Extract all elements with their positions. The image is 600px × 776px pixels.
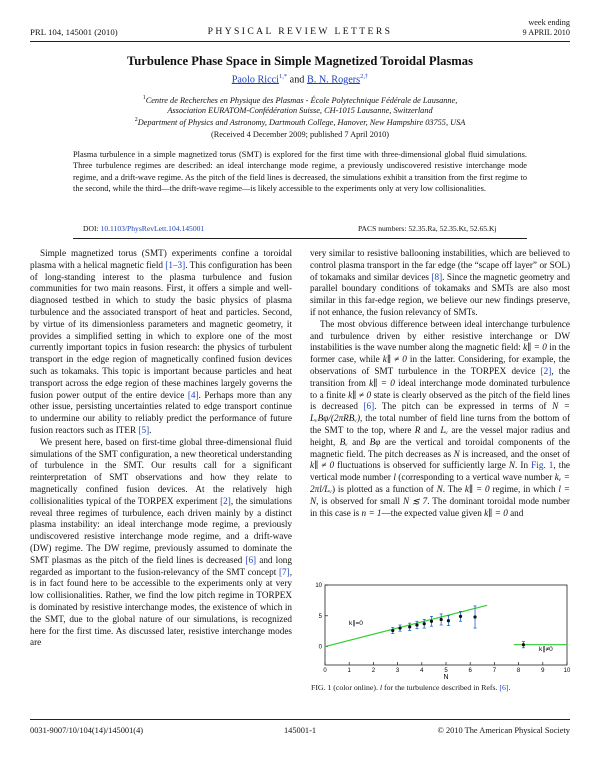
x-tick-label: 0 xyxy=(323,668,327,674)
data-point xyxy=(522,643,525,646)
x-tick-label: 10 xyxy=(563,668,570,674)
data-point xyxy=(440,618,443,621)
figure-link[interactable]: Fig. 1 xyxy=(531,460,554,471)
data-point xyxy=(391,629,394,632)
footer-rule xyxy=(30,719,570,720)
data-point xyxy=(408,625,411,628)
data-point xyxy=(473,615,476,618)
x-tick-label: 3 xyxy=(395,668,400,674)
y-tick-label: 0 xyxy=(318,644,322,651)
doi: DOI: 10.1103/PhysRevLett.104.145001 xyxy=(83,224,205,233)
citation-link[interactable]: [2] xyxy=(540,365,552,376)
running-header xyxy=(30,18,570,40)
x-tick-label: 9 xyxy=(541,668,545,674)
citation-link[interactable]: [1–3] xyxy=(165,259,186,270)
citation-link[interactable]: [6] xyxy=(499,683,509,692)
author-link[interactable]: Paolo Ricci xyxy=(231,74,279,86)
journal-name: PHYSICAL REVIEW LETTERS xyxy=(207,26,393,37)
author-link[interactable]: B. N. Rogers xyxy=(306,74,361,86)
x-tick-label: 4 xyxy=(420,668,424,674)
paper-title: Turbulence Phase Space in Simple Magnetized Toroidal Plasmas xyxy=(126,54,473,68)
issue-date: week ending 9 APRIL 2010 xyxy=(522,18,570,37)
data-point xyxy=(430,620,433,623)
x-tick-label: 6 xyxy=(468,668,472,674)
copyright: © 2010 The American Physical Society xyxy=(437,726,570,735)
data-point xyxy=(423,622,426,625)
data-point xyxy=(447,619,450,622)
citation-link[interactable]: [8] xyxy=(431,271,443,282)
x-tick-label: 1 xyxy=(347,668,351,674)
y-tick-label: 10 xyxy=(315,583,322,589)
y-tick-label: 5 xyxy=(318,613,322,620)
citation-link[interactable]: [4] xyxy=(187,389,199,400)
x-tick-label: 5 xyxy=(444,668,448,674)
citation-link[interactable]: [5] xyxy=(138,424,150,435)
citation-link[interactable]: [7] xyxy=(278,566,290,577)
paragraph: We present here, based on first-time global three-dimensional fluid simulations of the SMT configuration, a new theoretical understanding of turbulence in the SMT. Our results call for a significant reinterpretation of SMT observations and how they relate to magnetically confined fusion devices. At the relatively high collisionalities typical of the TORPEX experiment [2], the simulations reveal three regimes of turbulence, each driven mainly by a distinct plasma instability: an ideal interchange mode regime, a previously undiscovered resistive interchange mode regime, and a drift-wave (DW) regime. The DW regime, previously assumed to dominate the SMT plasmas as the pitch of the field lines is decreased [6] and long regarded as important to the fusion-relevancy of the SMT concept [7], is in fact found here to be accessible to the experiments only at very low collisionalities. Rather, we find the low pitch regime in TORPEX is dominated by resistive interchange modes, the existence of which in the SMT, due to the global nature of our simulations, is recognized here for the first time. As discussed later, resistive interchange modes are xyxy=(30,436,292,648)
received-date: (Received 4 December 2009; published 7 April 2010) xyxy=(210,130,390,139)
citation-link[interactable]: [6] xyxy=(245,554,257,565)
citation-link[interactable]: [2] xyxy=(220,495,231,506)
annotation-kparnon0: k∥≠0 xyxy=(539,646,553,653)
data-point xyxy=(415,623,418,626)
data-point xyxy=(459,615,462,618)
article-code: 0031-9007/10/104(14)/145001(4) xyxy=(30,726,144,735)
doi-link[interactable]: 10.1103/PhysRevLett.104.145001 xyxy=(100,224,205,233)
header-rule xyxy=(30,41,570,42)
figure-caption: FIG. 1 (color online). l for the turbulence described in Refs. [6]. xyxy=(311,683,511,692)
affiliation-2: $^2$Department of Physics and Astronomy, Dartmouth College, Hanover, New Hampshire 03755, USA xyxy=(134,117,466,127)
left-column xyxy=(30,248,292,649)
x-axis-label: N xyxy=(443,674,449,681)
x-tick-label: 7 xyxy=(492,668,497,674)
affiliation-1: $^1$Centre de Recherches en Physique des Plasmas - École Polytechnique Fédérale de Lausanne, Association EURATOM-Confédération Suisse, CH-1015 Lausanne, Switzerland xyxy=(142,95,458,116)
data-point xyxy=(398,626,401,629)
right-column xyxy=(310,248,570,519)
journal-reference: PRL 104, 145001 (2010) xyxy=(30,27,118,37)
annotation-kpar0: k∥=0 xyxy=(349,620,363,627)
paragraph: The most obvious difference between ideal interchange turbulence and turbulence driven by either resistive interchange or DW instabilities is the wave number along the magnetic field: k∥ = 0 in the former case, while k∥ ≠ 0 in the latter. Considering, for example, the observations of SMT turbulence in the TORPEX device [2], the transition from k∥ = 0 ideal interchange mode dominated turbulence to a finite k∥ ≠ 0 state is clearly observed as the pitch of the field lines is decreased [6]. The pitch can be expressed in terms of N = LᵥBφ/(2πRBᵥ), the total number of field line turns from the bottom of the SMT to the top, where R and Lᵥ are the vessel major radius and height, Bᵥ and Bφ are the vertical and toroidal components of the magnetic field. The pitch decreases as N is increased, and the onset of k∥ ≠ 0 fluctuations is observed for sufficiently large N. In Fig. 1, the vertical mode number l (corresponding to a vertical wave number kᵥ = 2πl/Lᵥ) is plotted as a function of N. The k∥ = 0 regime, in which l = N, is observed for small N ≲ 7. The dominant toroidal mode number in this case is n = 1—the expected value given k∥ = 0 and xyxy=(310,318,570,518)
abstract: Plasma turbulence in a simple magnetized torus (SMT) is explored for the first time with three-dimensional global fluid simulations. Three turbulence regimes are described: an ideal interchange mode regime, a previously undiscovered resistive interchange mode regime, and a drift-wave regime. As the pitch of the field lines is decreased, the simulations exhibit a transition from the first regime to the second, while the third—the drift-wave regime—is likely accessible to the experiments only at very low collisionalities. xyxy=(73,150,527,194)
x-tick-label: 2 xyxy=(371,668,376,674)
abstract-rule xyxy=(73,238,527,239)
paragraph: Simple magnetized torus (SMT) experiments confine a toroidal plasma with a helical magnetic field [1–3]. This configuration has been of long-standing interest to the plasma turbulence and fusion communities for two main reasons. First, it offers a simple and well-diagnosed testbed in which to study the basic physics of plasma turbulence and the associated transport of heat and particles. Second, by virtue of its dimensionless parameters and magnetic geometry, it provides a simplified setting in which to explore one of the most currently important topics in fusion research: the physics of turbulent transport in the edge region of magnetically confined fusion devices such as tokamaks. This topic is important because particles and heat transport across the edge region of these machines largely governs the fusion power output of the entire device [4]. Perhaps more than any other issue, persisting uncertainties related to edge transport continue to undermine our ability to reliably predict the performance of future fusion reactors such as ITER [5]. xyxy=(30,248,292,435)
pacs-numbers: PACS numbers: 52.35.Ra, 52.35.Kt, 52.65.Kj xyxy=(358,224,497,233)
citation-link[interactable]: [6] xyxy=(363,401,375,412)
page-number: 145001-1 xyxy=(283,726,317,735)
x-tick-label: 8 xyxy=(516,668,521,674)
authors: Paolo Ricci$^{1,*}$ and B. N. Rogers$^{2,\dagger}$ xyxy=(231,73,369,86)
figure-1-plot xyxy=(311,581,570,681)
paragraph: very similar to resistive ballooning instabilities, which are believed to control plasma transport in the far edge (the “scape off layer” or SOL) of tokamaks and similar devices [8]. Since the magnetic geometry and parallel boundary conditions of tokamaks and SMTs are also most similar in this far-edge region, we believe our new findings preserve, if not enhance, the fusion relevancy of SMTs. xyxy=(310,248,570,317)
